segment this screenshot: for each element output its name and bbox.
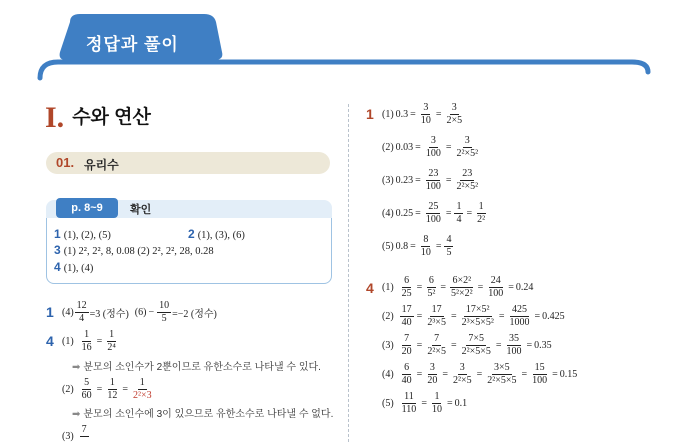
fraction: $\frac{1}{10}$ [431,391,442,415]
right-q4-row-5: (5) $\frac{11}{110}$ = $\frac{1}{10}$ = 0.1 [382,391,468,415]
arrow-icon: ➡ [72,362,81,373]
right-q4-row-4: (4) $\frac{6}{40}$ = $\frac{3}{20}$ = $\frac{3}{\text{2²×5}}$ = $\frac{3\times 5}{\text{2²×5×5}}$ = $\frac{15}{100}$ = 0.15 [382,362,578,386]
fraction: $\frac{23}{100}$ [425,168,441,192]
right-q1-row-2: (2) 0.03 = $\frac{3}{100}$ = $\frac{3}{\text{2²×5²}}$ [382,135,479,159]
fraction: $\frac{3}{\text{2²×5}}$ [452,362,472,386]
left-q4-number: 4 [46,333,54,349]
check-answer-2: 2 (1), (3), (6) [188,227,245,241]
fraction: $\frac{425}{1000}$ [509,304,530,328]
left-q4-2: (2) $\frac{5}{60}$ = $\frac{1}{12}$ = $\frac{1}{\text{2²×3}}$ [62,377,152,401]
fraction: $\frac{17}{40}$ [401,304,412,328]
fraction: $\frac{35}{100}$ [506,333,522,357]
fraction: $\frac{25}{100}$ [425,201,441,225]
section-name: 수와 연산 [72,107,151,128]
right-q1-row-1: (1) 0.3 = $\frac{3}{10}$ = $\frac{3}{2\times 5}$ [382,102,463,126]
subsection-bar [46,152,330,174]
fraction: $\frac{6}{40}$ [401,362,412,386]
fraction: $\frac{3}{10}$ [420,102,431,126]
check-box-header [46,200,332,220]
fraction: $\frac{7}{\text{2²×5}}$ [427,333,446,357]
right-q1-row-3: (3) 0.23 = $\frac{23}{100}$ = $\frac{23}{\text{2²×5²}}$ [382,168,479,192]
right-q4-row-2: (2) $\frac{17}{40}$ = $\frac{17}{\text{2³×5}}$ = $\frac{\text{17×5²}}{\text{2³×5×5²}}$ = $\frac{425}{1000}$ = 0.425 [382,304,565,328]
section-title [45,101,151,135]
fraction: $\frac{\text{17×5²}}{\text{2³×5×5²}}$ [461,304,494,328]
fraction: $\frac{3\times 5}{\text{2²×5×5}}$ [487,362,517,386]
fraction: $\frac{11}{110}$ [401,391,417,415]
left-q4-note-2: ➡ 분모의 소인수에 3이 있으므로 유한소수로 나타낼 수 없다. [72,409,334,420]
fraction: $\frac{6}{25}$ [401,275,412,299]
subsection-number: 01. [56,155,75,170]
check-answer-4: 4 (1), (4) [54,260,94,274]
fraction: $\frac{3}{20}$ [427,362,438,386]
fraction: $\frac{3}{100}$ [425,135,441,159]
arrow-icon: ➡ [72,409,81,420]
right-q1-number: 1 [366,106,374,122]
left-q1-number: 1 [46,304,54,320]
fraction: $\frac{23}{\text{2²×5²}}$ [456,168,479,192]
left-q4-note-1: ➡ 분모의 소인수가 2뿐이므로 유한소수로 나타낼 수 있다. [72,362,321,373]
fraction: $\frac{8}{10}$ [420,234,431,258]
fraction: $\frac{24}{100}$ [488,275,504,299]
fraction: $\frac{7\times 5}{\text{2²×5×5}}$ [461,333,491,357]
fraction: $\frac{3}{\text{2²×5²}}$ [456,135,479,159]
page-range-tab: p. 8~9 [56,198,118,218]
left-q1-line: (4) $\frac{12}{4}$ =3 (정수) (6) − $\frac{10}{5}$ =−2 (정수) [62,300,217,324]
right-q1-row-4: (4) 0.25 = $\frac{25}{100}$ = $\frac{1}{4}$ = $\frac{1}{\text{2²}}$ [382,201,486,225]
section-number: I. [45,101,65,134]
header-title: 정답과 풀이 [86,35,179,54]
left-q4-3: (3) 7 [62,424,87,442]
subsection-name: 유리수 [84,158,119,172]
fraction: $\frac{3}{2\times 5}$ [446,102,463,126]
check-label: 확인 [130,204,152,216]
fraction: $\frac{4}{5}$ [446,234,452,258]
fraction: $\frac{6}{\text{5²}}$ [427,275,436,299]
fraction: $\frac{17}{\text{2³×5}}$ [427,304,446,328]
fraction: $\frac{15}{100}$ [532,362,548,386]
left-q4-1: (1) $\frac{1}{16}$ = $\frac{1}{\text{2⁴}}$ [62,329,116,353]
right-q1-row-5: (5) 0.8 = $\frac{8}{10}$ = $\frac{4}{5}$ [382,234,452,258]
column-divider [348,104,349,442]
right-q4-row-1: (1) $\frac{6}{25}$ = $\frac{6}{\text{5²}}$ = $\frac{\text{6×2²}}{\text{5²×2²}}$ = $\frac{24}{100}$ = 0.24 [382,275,534,299]
fraction: $\frac{1}{\text{2²}}$ [477,201,486,225]
fraction: $\frac{\text{6×2²}}{\text{5²×2²}}$ [450,275,473,299]
right-q4-number: 4 [366,280,374,296]
fraction: $\frac{7}{20}$ [401,333,412,357]
fraction: $\frac{1}{4}$ [456,201,462,225]
check-answer-1: 1 (1), (2), (5) [54,227,111,241]
right-q4-row-3: (3) $\frac{7}{20}$ = $\frac{7}{\text{2²×5}}$ = $\frac{7\times 5}{\text{2²×5×5}}$ = $\frac{35}{100}$ = 0.35 [382,333,552,357]
check-answer-3: 3 (1) 2², 2², 8, 0.08 (2) 2², 2², 28, 0.28 [54,243,214,257]
